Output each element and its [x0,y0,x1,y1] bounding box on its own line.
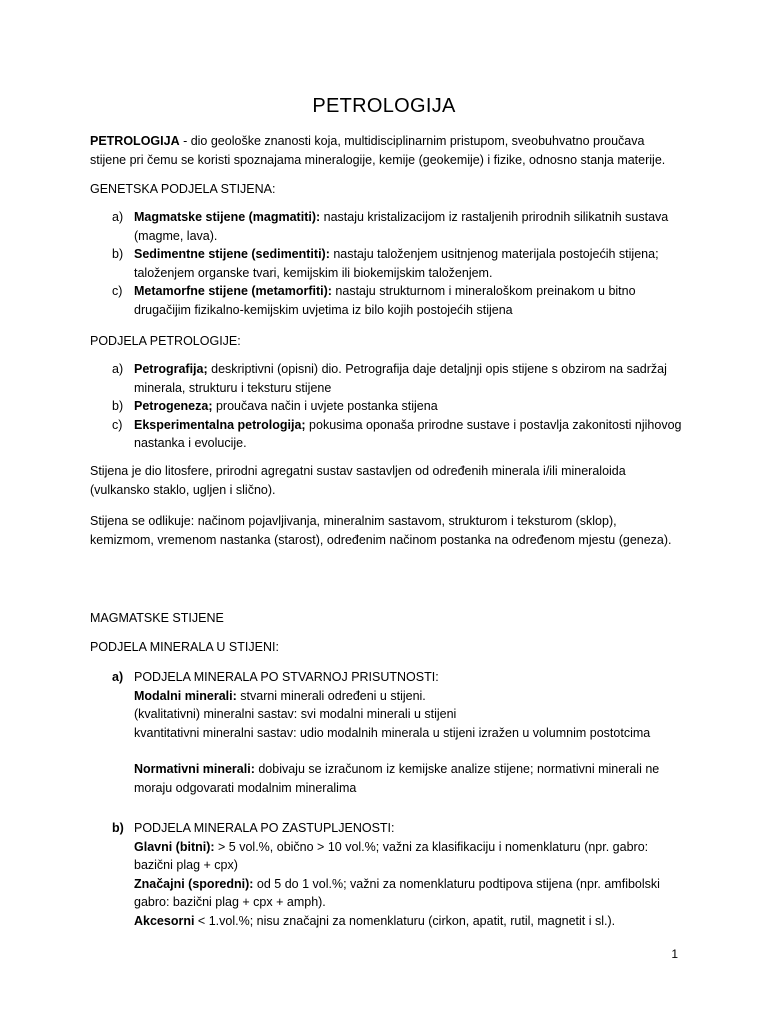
section-a-term: Modalni minerali: [134,688,237,703]
magmatske-heading: MAGMATSKE STIJENE [90,611,224,625]
list-item-text: pokusima oponaša prirodne sustave i postavlja zakonitosti njihovog nastanka i evolucije. [134,417,682,450]
page-title: PETROLOGIJA [312,95,456,117]
section-b-heading: PODJELA MINERALA PO ZASTUPLJENOSTI: [134,821,395,835]
intro-term: PETROLOGIJA [90,134,180,148]
section-b-line [134,875,685,912]
section-b-text: > 5 vol.%, obično > 10 vol.%; važni za klasifikaciju i nomenklaturu (npr. gabro: bazični plag + cpx) [134,839,649,872]
section-b-text: < 1.vol.%; nisu značajni za nomenklaturu (cirkon, apatit, rutil, magnetit i sl.). [194,913,616,928]
section-a-marker: a) [112,670,124,684]
page-number: 1 [671,947,678,961]
list-item [90,245,685,282]
list-item [90,416,685,453]
list-item-text: nastaju taloženjem usitnjenog materijala postojećih stijena; taloženjem organske tvari, kemijskim ili biokemijskim taloženjem. [134,247,659,280]
genetska-heading: GENETSKA PODJELA STIJENA: [90,182,276,196]
intro-text: - dio geološke znanosti koja, multidisciplinarnim pristupom, sveobuhvatno proučava stijene pri čemu se koristi spoznajama mineralogije, kemije (geokemije) i fizike, odnosno stanja materije. [90,134,666,167]
section-b-term: Značajni (sporedni): [134,876,254,891]
list-item-term: Metamorfne stijene (metamorfiti): [134,284,332,298]
list-item-term: Eksperimentalna petrologija; [134,417,306,432]
list-marker: b) [112,399,124,413]
list-item-text: deskriptivni (opisni) dio. Petrografija daje detaljnji opis stijene s obzirom na sadržaj minerala, strukturu i teksturu stijene [134,362,667,395]
list-marker: a) [112,362,124,376]
section-a-term: Normativni minerali: [134,762,255,776]
list-item-term: Petrografija; [134,362,208,376]
genetska-list [90,208,685,319]
podjela-heading: PODJELA PETROLOGIJE: [90,334,241,348]
section-a-text: stvarni minerali određeni u stijeni. [236,688,426,703]
list-item-text: nastaju kristalizacijom iz rastaljenih prirodnih silikatnih sustava (magme, lava). [134,210,669,243]
list-item [90,208,685,245]
section-a-text: dobivaju se izračunom iz kemijske analize stijene; normativni minerali ne moraju odgovarati modalnim mineralima [134,762,660,795]
podjela-list [90,360,685,453]
section-b-line [134,838,685,875]
list-item-term: Petrogeneza; [134,399,213,413]
list-marker: c) [112,417,123,432]
list-item [90,282,685,319]
intro-paragraph [90,132,680,169]
list-item [90,360,685,397]
section-a-heading: PODJELA MINERALA PO STVARNOJ PRISUTNOSTI: [134,670,439,684]
list-item-text: proučava način i uvjete postanka stijena [212,399,438,413]
list-marker: c) [112,284,123,298]
list-marker: b) [112,247,124,261]
list-marker: a) [112,210,124,224]
section-b-marker: b) [112,821,124,835]
section-a [90,668,685,797]
list-item-term: Magmatske stijene (magmatiti): [134,210,321,224]
section-a-line [134,687,685,706]
section-a-line [134,760,685,797]
section-b-line [134,912,685,931]
section-b [90,819,685,930]
podjela-minerala-heading: PODJELA MINERALA U STIJENI: [90,640,279,654]
section-b-text: od 5 do 1 vol.%; važni za nomenklaturu podtipova stijena (npr. amfibolski gabro: bazični plag + cpx + amph). [134,876,660,909]
section-a-line: kvantitativni mineralni sastav: udio modalnih minerala u stijeni izražen u volumnim postotcima [134,725,651,740]
section-b-term: Glavni (bitni): [134,839,215,854]
section-b-term: Akcesorni [134,913,195,928]
list-item [90,397,685,416]
list-item-term: Sedimentne stijene (sedimentiti): [134,247,330,261]
section-a-line: (kvalitativni) mineralni sastav: svi modalni minerali u stijeni [134,707,457,721]
stijena-properties-paragraph: Stijena se odlikuje: načinom pojavljivanja, mineralnim sastavom, strukturom i teksturom (sklop), kemizmom, vremenom nastanka (starost), određenim načinom postanka na određenom mjestu (geneza). [90,514,672,547]
stijena-definition-paragraph: Stijena je dio litosfere, prirodni agregatni sustav sastavljen od određenih minerala i/ili mineraloida (vulkansko staklo, ugljen i slično). [90,464,626,497]
list-item-text: nastaju strukturnom i mineraloškom preinakom u bitno drugačijim fizikalno-kemijskim uvjetima iz bilo kojih postojećih stijena [134,284,636,317]
